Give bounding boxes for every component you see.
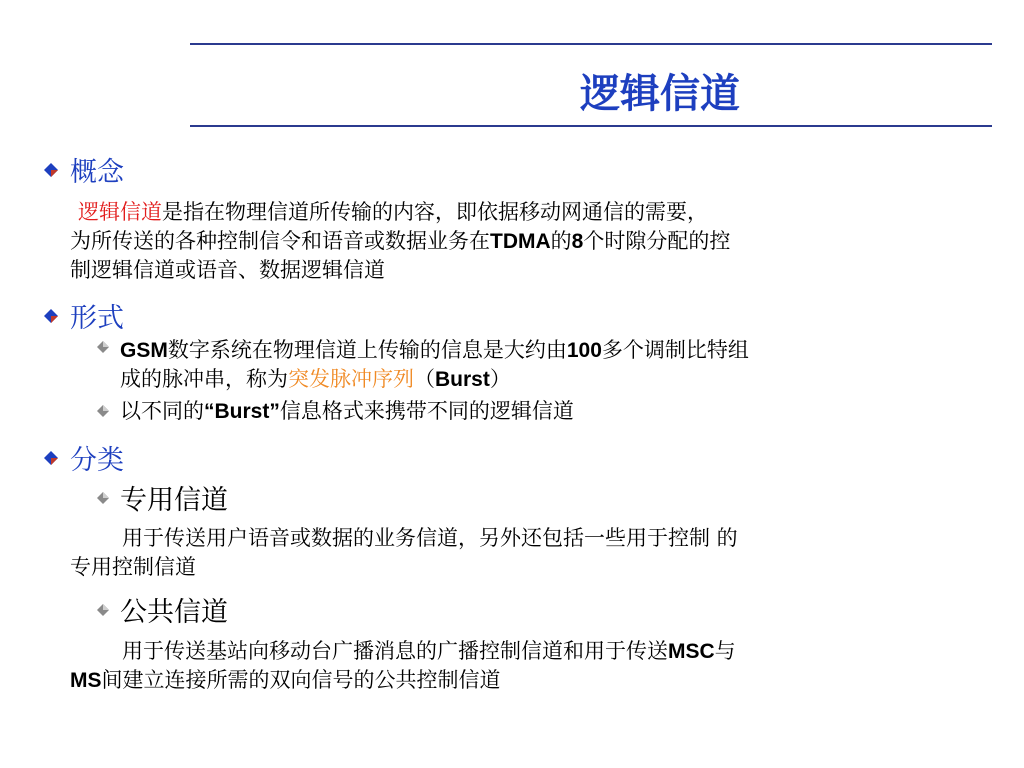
common-line1-end: 与	[714, 639, 736, 663]
common-line-2	[70, 666, 736, 695]
title-rule-top	[190, 43, 992, 45]
hundred-number: 100	[566, 339, 602, 362]
dedicated-channel-title: 专用信道	[120, 485, 228, 516]
dedicated-channel-description	[70, 524, 738, 582]
concept-line-2	[70, 227, 730, 256]
paren-close: ）	[489, 367, 511, 391]
section-heading-category	[42, 438, 124, 477]
form-item-1-text	[120, 336, 749, 394]
form-item-2-pre: 以不同的	[120, 399, 204, 423]
common-line-1	[122, 637, 736, 666]
diamond-arrow-bullet-icon	[42, 449, 60, 467]
form-item-1	[96, 340, 120, 354]
tdma-term: TDMA	[490, 230, 551, 253]
common-line1-text: 用于传送基站向移动台广播消息的广播控制信道和用于传送	[122, 639, 668, 663]
gsm-term: GSM	[120, 339, 168, 362]
diamond-small-bullet-icon	[96, 404, 110, 418]
form-item-1-line2-pre: 成的脉冲串，称为	[120, 367, 288, 391]
form-item-1-line-2	[120, 365, 749, 394]
section-heading-form	[42, 296, 124, 335]
section-heading-concept	[42, 150, 124, 189]
concept-line-1	[78, 198, 730, 227]
concept-line-3: 制逻辑信道或语音、数据逻辑信道	[70, 258, 385, 282]
burst-quoted-term: “Burst”	[204, 400, 280, 423]
concept-line2-text: 为所传送的各种控制信令和语音或数据业务在	[70, 229, 490, 253]
common-channel-heading	[96, 590, 228, 629]
burst-term: Burst	[435, 368, 490, 391]
dedicated-line-1: 用于传送用户语音或数据的业务信道，另外还包括一些用于控制 的	[122, 526, 738, 550]
section-heading-label: 概念	[70, 157, 124, 188]
page-title: 逻辑信道	[580, 71, 740, 117]
concept-line1-text: 是指在物理信道所传输的内容，即依据移动网通信的需要，	[162, 200, 708, 224]
form-item-1-end: 多个调制比特组	[601, 338, 749, 362]
logical-channel-term: 逻辑信道	[78, 200, 162, 224]
ms-term: MS	[70, 669, 102, 692]
concept-paragraph	[70, 198, 731, 285]
eight-number: 8	[571, 230, 584, 253]
diamond-small-bullet-icon	[96, 603, 110, 617]
diamond-small-bullet-icon	[96, 340, 110, 354]
common-channel-description	[70, 637, 736, 695]
dedicated-line-2: 专用控制信道	[70, 555, 196, 579]
diamond-arrow-bullet-icon	[42, 307, 60, 325]
msc-term: MSC	[668, 640, 715, 663]
diamond-arrow-bullet-icon	[42, 161, 60, 179]
common-line2-text: 间建立连接所需的双向信号的公共控制信道	[101, 668, 501, 692]
paren-open: （	[414, 367, 435, 391]
form-item-2-post: 信息格式来携带不同的逻辑信道	[279, 399, 574, 423]
form-item-1-line-1	[120, 336, 749, 365]
burst-sequence-term: 突发脉冲序列	[288, 367, 414, 391]
dedicated-channel-heading	[96, 478, 228, 517]
concept-line2-end: 个时隙分配的控	[583, 229, 731, 253]
form-item-2-text	[120, 397, 574, 426]
concept-line2-de: 的	[550, 229, 572, 253]
form-item-2	[96, 404, 120, 418]
common-channel-title: 公共信道	[120, 597, 228, 628]
form-item-1-mid: 数字系统在物理信道上传输的信息是大约由	[167, 338, 567, 362]
diamond-small-bullet-icon	[96, 491, 110, 505]
section-heading-label: 形式	[70, 303, 124, 334]
section-heading-label: 分类	[70, 445, 124, 476]
title-rule-bottom	[190, 125, 992, 127]
